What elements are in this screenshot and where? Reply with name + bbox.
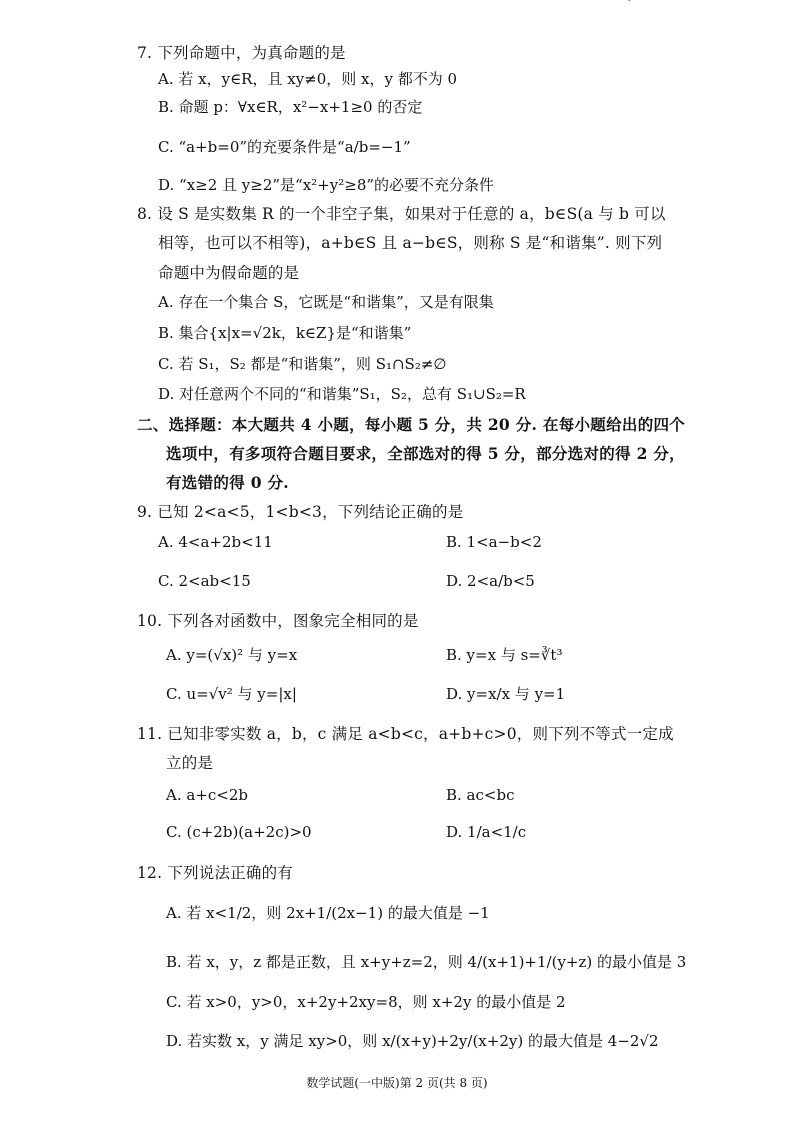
q8-option-c: C. 若 S₁，S₂ 都是“和谐集”，则 S₁∩S₂≠∅: [158, 355, 447, 373]
q7-option-a: A. 若 x，y∈R，且 xy≠0，则 x，y 都不为 0: [158, 70, 458, 88]
q10-option-c: C. u=√v² 与 y=|x|: [166, 685, 297, 703]
q9-option-a: A. 4<a+2b<11: [158, 533, 273, 551]
q9-option-d: D. 2<a/b<5: [446, 572, 535, 590]
q8-option-d: D. 对任意两个不同的“和谐集”S₁，S₂，总有 S₁∪S₂=R: [158, 385, 526, 403]
q12-option-c: C. 若 x>0，y>0，x+2y+2xy=8，则 x+2y 的最小值是 2: [166, 993, 566, 1011]
q11-option-b: B. ac<bc: [446, 786, 515, 804]
q7-option-c: C. “a+b=0”的充要条件是“a/b=−1”: [158, 138, 411, 156]
q7-stem: 7. 下列命题中，为真命题的是: [137, 44, 346, 62]
q10-option-a: A. y=(√x)² 与 y=x: [166, 646, 298, 664]
q9-option-c: C. 2<ab<15: [158, 572, 251, 590]
section2-heading-line1: 二、选择题：本大题共 4 小题，每小题 5 分，共 20 分. 在每小题给出的四个: [137, 415, 686, 434]
page-corner-mark: [623, 0, 632, 1]
q12-option-d: D. 若实数 x，y 满足 xy>0，则 x/(x+y)+2y/(x+2y) 的最大值是 4−2√2: [166, 1032, 659, 1050]
section2-heading-line2: 选项中，有多项符合题目要求，全部选对的得 5 分，部分选对的得 2 分，: [166, 444, 685, 463]
q10-option-d: D. y=x/x 与 y=1: [446, 685, 566, 703]
q10-option-b: B. y=x 与 s=∛t³: [446, 646, 563, 664]
q8-stem-line1: 8. 设 S 是实数集 R 的一个非空子集，如果对于任意的 a，b∈S(a 与 b 可以: [137, 205, 666, 223]
q11-option-a: A. a+c<2b: [166, 786, 248, 804]
q8-stem-line2: 相等，也可以不相等)，a+b∈S 且 a−b∈S，则称 S 是“和谐集”. 则下列: [158, 234, 663, 252]
q12-option-b: B. 若 x，y，z 都是正数，且 x+y+z=2，则 4/(x+1)+1/(y+z) 的最小值是 3: [166, 953, 687, 971]
q10-stem: 10. 下列各对函数中，图象完全相同的是: [137, 612, 419, 630]
q9-stem: 9. 已知 2<a<5，1<b<3，下列结论正确的是: [137, 503, 464, 521]
page-footer: 数学试题(一中版)第 2 页(共 8 页): [306, 1076, 488, 1090]
q8-option-a: A. 存在一个集合 S，它既是“和谐集”，又是有限集: [158, 293, 494, 311]
q11-stem-line1: 11. 已知非零实数 a，b，c 满足 a<b<c，a+b+c>0，则下列不等式一定成: [137, 725, 674, 743]
q11-option-d: D. 1/a<1/c: [446, 823, 527, 841]
q11-option-c: C. (c+2b)(a+2c)>0: [166, 823, 312, 841]
q12-stem: 12. 下列说法正确的有: [137, 864, 293, 882]
q8-option-b: B. 集合{x|x=√2k，k∈Z}是“和谐集”: [158, 324, 412, 342]
q7-option-d: D. “x≥2 且 y≥2”是“x²+y²≥8”的必要不充分条件: [158, 176, 495, 194]
q8-stem-line3: 命题中为假命题的是: [158, 264, 300, 282]
section2-heading-line3: 有选错的得 0 分.: [166, 473, 289, 492]
q9-option-b: B. 1<a−b<2: [446, 533, 542, 551]
q7-option-b: B. 命题 p：∀x∈R，x²−x+1≥0 的否定: [158, 98, 423, 116]
q11-stem-line2: 立的是: [166, 754, 214, 772]
q12-option-a: A. 若 x<1/2，则 2x+1/(2x−1) 的最大值是 −1: [166, 904, 490, 922]
